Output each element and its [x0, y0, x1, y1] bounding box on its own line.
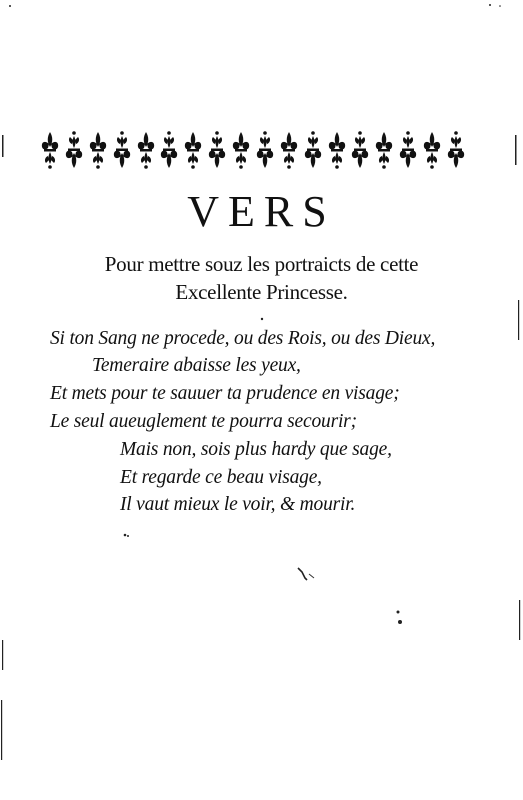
fleur-de-lis-icon	[279, 130, 299, 170]
poem-line: Temeraire abaisse les yeux,	[92, 355, 301, 376]
fleur-de-lis-icon	[159, 130, 179, 170]
poem-line: Mais non, sois plus hardy que sage,	[120, 439, 392, 460]
fleur-de-lis-icon	[64, 130, 84, 170]
poem-line: Le seul aueuglement te pourra secourir;	[50, 411, 357, 432]
fleur-de-lis-icon	[327, 130, 347, 170]
subtitle-line-1: Pour mettre souz les portraicts de cette	[104, 252, 419, 276]
fleur-de-lis-icon	[350, 130, 370, 170]
poem-line: Il vaut mieux le voir, & mourir.	[120, 494, 356, 515]
fleur-de-lis-icon	[136, 130, 156, 170]
page-title: VERS	[187, 187, 336, 236]
fleur-de-lis-icon	[183, 130, 203, 170]
fleur-de-lis-icon	[374, 130, 394, 170]
fleur-de-lis-icon	[231, 130, 251, 170]
fleur-de-lis-icon	[112, 130, 132, 170]
fleur-de-lis-icon	[40, 130, 60, 170]
fleur-de-lis-icon	[88, 130, 108, 170]
fleur-de-lis-icon	[207, 130, 227, 170]
poem-line: Si ton Sang ne procede, ou des Rois, ou des Dieux,	[50, 328, 436, 349]
fleur-de-lis-icon	[303, 130, 323, 170]
subtitle-line-2: Excellente Princesse.	[175, 280, 348, 304]
fleur-de-lis-icon	[422, 130, 442, 170]
poem-line: Et mets pour te sauuer ta prudence en visage;	[50, 383, 400, 404]
fleur-de-lis-icon	[398, 130, 418, 170]
fleur-de-lis-icon	[255, 130, 275, 170]
ornamental-band	[40, 128, 466, 172]
poem-line: Et regarde ce beau visage,	[120, 467, 322, 488]
fleur-de-lis-icon	[446, 130, 466, 170]
